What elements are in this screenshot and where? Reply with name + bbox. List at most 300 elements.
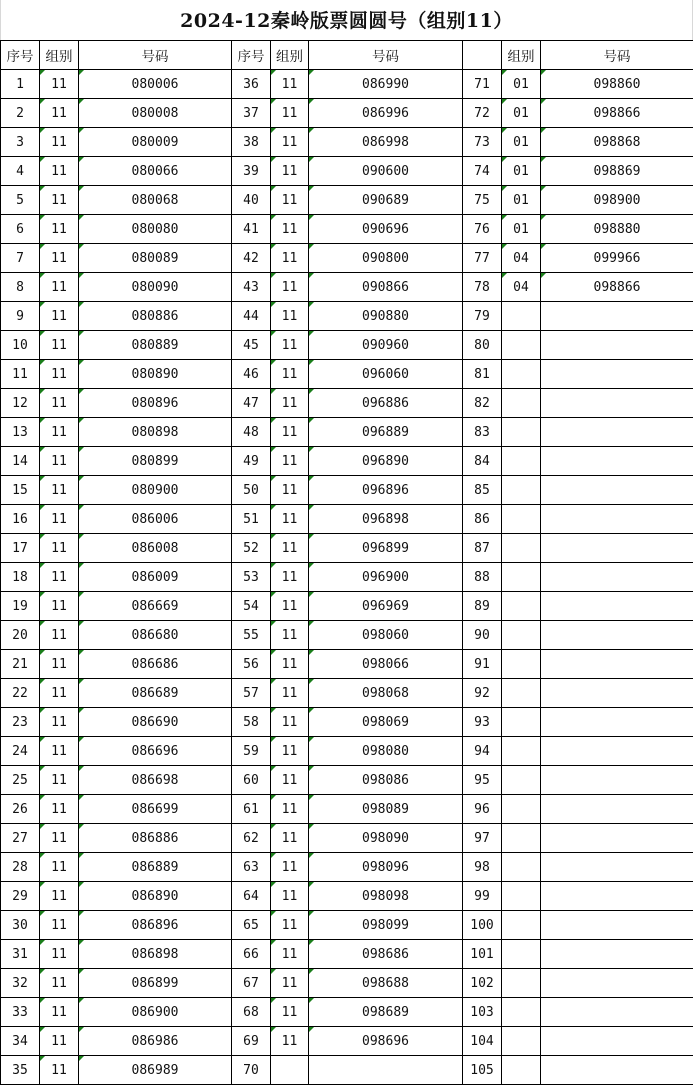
cell-no[interactable]: 41 <box>232 215 271 244</box>
cell-no[interactable]: 30 <box>1 911 40 940</box>
cell-no[interactable]: 34 <box>1 1027 40 1056</box>
cell-group[interactable] <box>502 447 541 476</box>
cell-code[interactable]: 080089 <box>79 244 232 273</box>
cell-code[interactable]: 098860 <box>541 70 693 99</box>
cell-no[interactable]: 73 <box>463 128 502 157</box>
cell-group[interactable]: 11 <box>271 186 309 215</box>
header-code[interactable]: 号码 <box>541 41 693 70</box>
cell-group[interactable]: 11 <box>271 679 309 708</box>
cell-code[interactable]: 096899 <box>309 534 463 563</box>
cell-no[interactable]: 105 <box>463 1056 502 1085</box>
cell-group[interactable] <box>502 882 541 911</box>
cell-no[interactable]: 32 <box>1 969 40 998</box>
cell-group[interactable]: 11 <box>40 476 79 505</box>
cell-code[interactable] <box>541 737 693 766</box>
cell-no[interactable]: 98 <box>463 853 502 882</box>
cell-code[interactable]: 080006 <box>79 70 232 99</box>
header-group[interactable]: 组别 <box>502 41 541 70</box>
cell-no[interactable]: 3 <box>1 128 40 157</box>
cell-no[interactable]: 61 <box>232 795 271 824</box>
cell-no[interactable]: 74 <box>463 157 502 186</box>
cell-code[interactable]: 086699 <box>79 795 232 824</box>
cell-group[interactable] <box>502 650 541 679</box>
cell-no[interactable]: 75 <box>463 186 502 215</box>
cell-no[interactable]: 68 <box>232 998 271 1027</box>
cell-no[interactable]: 91 <box>463 650 502 679</box>
cell-no[interactable]: 13 <box>1 418 40 447</box>
header-no[interactable]: 序号 <box>1 41 40 70</box>
cell-code[interactable] <box>541 592 693 621</box>
cell-code[interactable] <box>541 824 693 853</box>
cell-group[interactable]: 11 <box>40 737 79 766</box>
cell-group[interactable]: 11 <box>40 273 79 302</box>
cell-no[interactable]: 97 <box>463 824 502 853</box>
cell-group[interactable]: 11 <box>271 621 309 650</box>
cell-code[interactable]: 080080 <box>79 215 232 244</box>
cell-code[interactable] <box>541 998 693 1027</box>
cell-code[interactable] <box>541 969 693 998</box>
cell-group[interactable] <box>502 737 541 766</box>
cell-code[interactable]: 086898 <box>79 940 232 969</box>
cell-no[interactable]: 84 <box>463 447 502 476</box>
cell-code[interactable]: 098099 <box>309 911 463 940</box>
cell-group[interactable]: 11 <box>271 273 309 302</box>
cell-group[interactable]: 11 <box>40 621 79 650</box>
cell-group[interactable]: 11 <box>271 563 309 592</box>
cell-no[interactable]: 92 <box>463 679 502 708</box>
cell-group[interactable] <box>502 360 541 389</box>
cell-no[interactable]: 40 <box>232 186 271 215</box>
cell-code[interactable]: 098880 <box>541 215 693 244</box>
cell-group[interactable]: 11 <box>40 911 79 940</box>
cell-no[interactable]: 51 <box>232 505 271 534</box>
cell-group[interactable]: 11 <box>40 389 79 418</box>
cell-code[interactable] <box>541 389 693 418</box>
cell-group[interactable]: 11 <box>40 1056 79 1085</box>
cell-code[interactable]: 080899 <box>79 447 232 476</box>
cell-code[interactable]: 096889 <box>309 418 463 447</box>
cell-group[interactable]: 11 <box>271 157 309 186</box>
cell-group[interactable]: 11 <box>40 99 79 128</box>
cell-group[interactable]: 11 <box>271 418 309 447</box>
cell-code[interactable] <box>541 621 693 650</box>
cell-group[interactable]: 11 <box>271 766 309 795</box>
cell-no[interactable]: 23 <box>1 708 40 737</box>
cell-code[interactable]: 096886 <box>309 389 463 418</box>
cell-group[interactable]: 11 <box>271 215 309 244</box>
cell-group[interactable]: 11 <box>271 331 309 360</box>
cell-no[interactable]: 28 <box>1 853 40 882</box>
cell-no[interactable]: 60 <box>232 766 271 795</box>
cell-code[interactable]: 086689 <box>79 679 232 708</box>
cell-no[interactable]: 18 <box>1 563 40 592</box>
cell-group[interactable]: 11 <box>40 157 79 186</box>
cell-code[interactable]: 098096 <box>309 853 463 882</box>
cell-group[interactable]: 11 <box>271 795 309 824</box>
cell-code[interactable]: 090600 <box>309 157 463 186</box>
cell-code[interactable]: 086009 <box>79 563 232 592</box>
cell-group[interactable]: 11 <box>271 360 309 389</box>
cell-no[interactable]: 63 <box>232 853 271 882</box>
cell-no[interactable]: 27 <box>1 824 40 853</box>
cell-code[interactable]: 098900 <box>541 186 693 215</box>
cell-group[interactable]: 04 <box>502 244 541 273</box>
cell-code[interactable]: 080900 <box>79 476 232 505</box>
cell-no[interactable]: 12 <box>1 389 40 418</box>
cell-group[interactable]: 11 <box>40 766 79 795</box>
cell-no[interactable]: 37 <box>232 99 271 128</box>
cell-code[interactable]: 098688 <box>309 969 463 998</box>
cell-group[interactable] <box>502 708 541 737</box>
cell-no[interactable]: 103 <box>463 998 502 1027</box>
cell-code[interactable]: 086900 <box>79 998 232 1027</box>
cell-no[interactable]: 47 <box>232 389 271 418</box>
cell-code[interactable] <box>541 302 693 331</box>
cell-code[interactable]: 086696 <box>79 737 232 766</box>
cell-code[interactable] <box>541 331 693 360</box>
cell-code[interactable] <box>541 1027 693 1056</box>
cell-group[interactable]: 11 <box>271 650 309 679</box>
cell-no[interactable]: 104 <box>463 1027 502 1056</box>
cell-code[interactable] <box>541 476 693 505</box>
cell-code[interactable]: 098866 <box>541 99 693 128</box>
cell-code[interactable]: 086690 <box>79 708 232 737</box>
cell-group[interactable]: 11 <box>271 505 309 534</box>
cell-no[interactable]: 33 <box>1 998 40 1027</box>
cell-no[interactable]: 65 <box>232 911 271 940</box>
cell-group[interactable] <box>502 563 541 592</box>
cell-group[interactable] <box>502 389 541 418</box>
cell-group[interactable] <box>502 302 541 331</box>
cell-no[interactable]: 85 <box>463 476 502 505</box>
cell-code[interactable]: 098060 <box>309 621 463 650</box>
cell-no[interactable]: 43 <box>232 273 271 302</box>
cell-no[interactable]: 17 <box>1 534 40 563</box>
cell-code[interactable]: 086990 <box>309 70 463 99</box>
cell-group[interactable]: 11 <box>40 360 79 389</box>
cell-no[interactable]: 70 <box>232 1056 271 1085</box>
cell-code[interactable]: 080090 <box>79 273 232 302</box>
cell-no[interactable]: 9 <box>1 302 40 331</box>
cell-group[interactable]: 11 <box>271 998 309 1027</box>
cell-no[interactable]: 7 <box>1 244 40 273</box>
cell-code[interactable]: 086698 <box>79 766 232 795</box>
cell-group[interactable] <box>502 940 541 969</box>
cell-no[interactable]: 79 <box>463 302 502 331</box>
header-code[interactable]: 号码 <box>309 41 463 70</box>
cell-group[interactable]: 01 <box>502 215 541 244</box>
cell-no[interactable]: 2 <box>1 99 40 128</box>
cell-code[interactable]: 096969 <box>309 592 463 621</box>
cell-group[interactable]: 11 <box>271 128 309 157</box>
header-group[interactable]: 组别 <box>40 41 79 70</box>
cell-no[interactable]: 48 <box>232 418 271 447</box>
cell-code[interactable]: 090880 <box>309 302 463 331</box>
cell-no[interactable]: 78 <box>463 273 502 302</box>
cell-group[interactable]: 11 <box>271 1027 309 1056</box>
cell-code[interactable]: 098866 <box>541 273 693 302</box>
cell-no[interactable]: 81 <box>463 360 502 389</box>
cell-code[interactable]: 086896 <box>79 911 232 940</box>
cell-group[interactable] <box>502 505 541 534</box>
cell-code[interactable] <box>541 360 693 389</box>
cell-group[interactable]: 11 <box>40 128 79 157</box>
cell-no[interactable]: 93 <box>463 708 502 737</box>
cell-no[interactable]: 94 <box>463 737 502 766</box>
cell-no[interactable]: 6 <box>1 215 40 244</box>
cell-no[interactable]: 54 <box>232 592 271 621</box>
cell-no[interactable]: 71 <box>463 70 502 99</box>
cell-group[interactable]: 11 <box>40 331 79 360</box>
cell-code[interactable]: 090960 <box>309 331 463 360</box>
cell-group[interactable]: 11 <box>271 99 309 128</box>
cell-group[interactable]: 11 <box>271 389 309 418</box>
cell-code[interactable]: 086998 <box>309 128 463 157</box>
cell-code[interactable]: 080898 <box>79 418 232 447</box>
cell-no[interactable]: 4 <box>1 157 40 186</box>
cell-code[interactable]: 098066 <box>309 650 463 679</box>
cell-group[interactable]: 11 <box>271 534 309 563</box>
cell-no[interactable]: 50 <box>232 476 271 505</box>
cell-code[interactable]: 098869 <box>541 157 693 186</box>
cell-code[interactable] <box>541 766 693 795</box>
cell-group[interactable]: 11 <box>271 911 309 940</box>
cell-no[interactable]: 44 <box>232 302 271 331</box>
cell-group[interactable]: 11 <box>271 476 309 505</box>
cell-group[interactable]: 11 <box>271 853 309 882</box>
cell-group[interactable]: 11 <box>40 853 79 882</box>
cell-group[interactable]: 11 <box>40 940 79 969</box>
cell-code[interactable] <box>541 534 693 563</box>
cell-group[interactable] <box>502 795 541 824</box>
cell-code[interactable] <box>541 650 693 679</box>
cell-group[interactable]: 01 <box>502 157 541 186</box>
cell-group[interactable]: 11 <box>271 708 309 737</box>
cell-code[interactable] <box>541 795 693 824</box>
cell-group[interactable]: 11 <box>40 1027 79 1056</box>
cell-no[interactable]: 24 <box>1 737 40 766</box>
cell-no[interactable]: 58 <box>232 708 271 737</box>
cell-code[interactable]: 080889 <box>79 331 232 360</box>
cell-no[interactable]: 25 <box>1 766 40 795</box>
cell-group[interactable]: 11 <box>271 737 309 766</box>
cell-no[interactable]: 64 <box>232 882 271 911</box>
cell-no[interactable]: 36 <box>232 70 271 99</box>
cell-group[interactable]: 11 <box>40 708 79 737</box>
cell-group[interactable] <box>502 621 541 650</box>
cell-no[interactable]: 82 <box>463 389 502 418</box>
cell-no[interactable]: 53 <box>232 563 271 592</box>
cell-code[interactable]: 086989 <box>79 1056 232 1085</box>
cell-group[interactable]: 11 <box>40 302 79 331</box>
cell-code[interactable]: 086686 <box>79 650 232 679</box>
cell-no[interactable]: 101 <box>463 940 502 969</box>
cell-group[interactable]: 11 <box>40 998 79 1027</box>
cell-code[interactable]: 086006 <box>79 505 232 534</box>
cell-no[interactable]: 96 <box>463 795 502 824</box>
cell-code[interactable]: 099966 <box>541 244 693 273</box>
cell-group[interactable]: 11 <box>40 505 79 534</box>
cell-code[interactable]: 090689 <box>309 186 463 215</box>
cell-code[interactable]: 086886 <box>79 824 232 853</box>
cell-code[interactable] <box>541 505 693 534</box>
cell-group[interactable]: 01 <box>502 70 541 99</box>
cell-code[interactable]: 098689 <box>309 998 463 1027</box>
cell-code[interactable]: 080890 <box>79 360 232 389</box>
cell-code[interactable]: 098080 <box>309 737 463 766</box>
cell-group[interactable]: 11 <box>40 563 79 592</box>
cell-group[interactable]: 11 <box>40 447 79 476</box>
cell-group[interactable] <box>502 969 541 998</box>
cell-group[interactable]: 11 <box>271 244 309 273</box>
cell-no[interactable]: 90 <box>463 621 502 650</box>
cell-code[interactable]: 086890 <box>79 882 232 911</box>
header-no[interactable]: 序号 <box>232 41 271 70</box>
cell-group[interactable]: 11 <box>40 969 79 998</box>
cell-group[interactable]: 11 <box>271 302 309 331</box>
cell-code[interactable]: 086669 <box>79 592 232 621</box>
cell-group[interactable]: 11 <box>40 418 79 447</box>
cell-code[interactable] <box>541 853 693 882</box>
cell-group[interactable] <box>502 853 541 882</box>
cell-code[interactable]: 080896 <box>79 389 232 418</box>
cell-code[interactable]: 096898 <box>309 505 463 534</box>
cell-no[interactable]: 15 <box>1 476 40 505</box>
cell-group[interactable]: 11 <box>40 592 79 621</box>
cell-group[interactable] <box>502 1027 541 1056</box>
cell-code[interactable]: 098868 <box>541 128 693 157</box>
cell-group[interactable]: 11 <box>271 447 309 476</box>
cell-code[interactable]: 098068 <box>309 679 463 708</box>
cell-no[interactable]: 66 <box>232 940 271 969</box>
cell-code[interactable]: 096060 <box>309 360 463 389</box>
cell-group[interactable] <box>502 331 541 360</box>
cell-group[interactable] <box>502 998 541 1027</box>
cell-group[interactable]: 11 <box>271 882 309 911</box>
header-code[interactable]: 号码 <box>79 41 232 70</box>
cell-code[interactable] <box>541 563 693 592</box>
cell-no[interactable]: 45 <box>232 331 271 360</box>
cell-no[interactable]: 19 <box>1 592 40 621</box>
cell-no[interactable]: 10 <box>1 331 40 360</box>
cell-no[interactable]: 86 <box>463 505 502 534</box>
cell-no[interactable]: 57 <box>232 679 271 708</box>
cell-code[interactable]: 098089 <box>309 795 463 824</box>
cell-code[interactable]: 080068 <box>79 186 232 215</box>
cell-no[interactable]: 29 <box>1 882 40 911</box>
cell-no[interactable]: 55 <box>232 621 271 650</box>
cell-no[interactable]: 8 <box>1 273 40 302</box>
cell-no[interactable]: 31 <box>1 940 40 969</box>
cell-code[interactable]: 086680 <box>79 621 232 650</box>
cell-no[interactable]: 69 <box>232 1027 271 1056</box>
cell-code[interactable] <box>541 447 693 476</box>
cell-group[interactable]: 11 <box>40 679 79 708</box>
cell-code[interactable]: 096890 <box>309 447 463 476</box>
cell-no[interactable]: 62 <box>232 824 271 853</box>
cell-code[interactable]: 098090 <box>309 824 463 853</box>
cell-code[interactable] <box>541 1056 693 1085</box>
cell-code[interactable]: 090696 <box>309 215 463 244</box>
cell-group[interactable] <box>271 1056 309 1085</box>
cell-group[interactable]: 11 <box>271 592 309 621</box>
cell-code[interactable]: 096896 <box>309 476 463 505</box>
cell-code[interactable]: 086899 <box>79 969 232 998</box>
cell-code[interactable]: 090866 <box>309 273 463 302</box>
cell-no[interactable]: 100 <box>463 911 502 940</box>
cell-group[interactable]: 04 <box>502 273 541 302</box>
cell-no[interactable]: 49 <box>232 447 271 476</box>
cell-no[interactable]: 83 <box>463 418 502 447</box>
cell-no[interactable]: 95 <box>463 766 502 795</box>
cell-no[interactable]: 38 <box>232 128 271 157</box>
cell-group[interactable]: 11 <box>40 215 79 244</box>
cell-group[interactable] <box>502 592 541 621</box>
cell-group[interactable] <box>502 476 541 505</box>
cell-no[interactable]: 77 <box>463 244 502 273</box>
cell-group[interactable]: 11 <box>40 650 79 679</box>
cell-code[interactable] <box>541 911 693 940</box>
cell-code[interactable]: 096900 <box>309 563 463 592</box>
cell-no[interactable]: 11 <box>1 360 40 389</box>
cell-no[interactable]: 72 <box>463 99 502 128</box>
cell-code[interactable]: 086986 <box>79 1027 232 1056</box>
cell-code[interactable]: 086008 <box>79 534 232 563</box>
cell-no[interactable]: 21 <box>1 650 40 679</box>
cell-code[interactable]: 080066 <box>79 157 232 186</box>
cell-no[interactable]: 88 <box>463 563 502 592</box>
cell-no[interactable]: 39 <box>232 157 271 186</box>
cell-no[interactable]: 99 <box>463 882 502 911</box>
cell-code[interactable] <box>541 679 693 708</box>
cell-code[interactable]: 086996 <box>309 99 463 128</box>
cell-no[interactable]: 80 <box>463 331 502 360</box>
cell-code[interactable]: 080008 <box>79 99 232 128</box>
cell-group[interactable]: 11 <box>271 940 309 969</box>
cell-code[interactable]: 098696 <box>309 1027 463 1056</box>
cell-group[interactable]: 11 <box>40 70 79 99</box>
cell-code[interactable] <box>541 708 693 737</box>
cell-group[interactable]: 01 <box>502 186 541 215</box>
cell-no[interactable]: 87 <box>463 534 502 563</box>
cell-group[interactable] <box>502 679 541 708</box>
cell-no[interactable]: 59 <box>232 737 271 766</box>
cell-code[interactable]: 080009 <box>79 128 232 157</box>
cell-code[interactable] <box>541 882 693 911</box>
cell-no[interactable]: 16 <box>1 505 40 534</box>
cell-no[interactable]: 26 <box>1 795 40 824</box>
cell-no[interactable]: 102 <box>463 969 502 998</box>
cell-no[interactable]: 35 <box>1 1056 40 1085</box>
cell-group[interactable]: 01 <box>502 128 541 157</box>
cell-no[interactable]: 76 <box>463 215 502 244</box>
cell-group[interactable]: 11 <box>40 186 79 215</box>
cell-no[interactable]: 52 <box>232 534 271 563</box>
cell-code[interactable]: 098086 <box>309 766 463 795</box>
cell-no[interactable]: 42 <box>232 244 271 273</box>
cell-no[interactable]: 56 <box>232 650 271 679</box>
cell-code[interactable] <box>541 940 693 969</box>
cell-group[interactable] <box>502 418 541 447</box>
cell-code[interactable]: 080886 <box>79 302 232 331</box>
cell-no[interactable]: 46 <box>232 360 271 389</box>
cell-group[interactable] <box>502 766 541 795</box>
cell-code[interactable] <box>309 1056 463 1085</box>
header-no[interactable] <box>463 41 502 70</box>
cell-no[interactable]: 1 <box>1 70 40 99</box>
cell-code[interactable]: 090800 <box>309 244 463 273</box>
cell-code[interactable] <box>541 418 693 447</box>
